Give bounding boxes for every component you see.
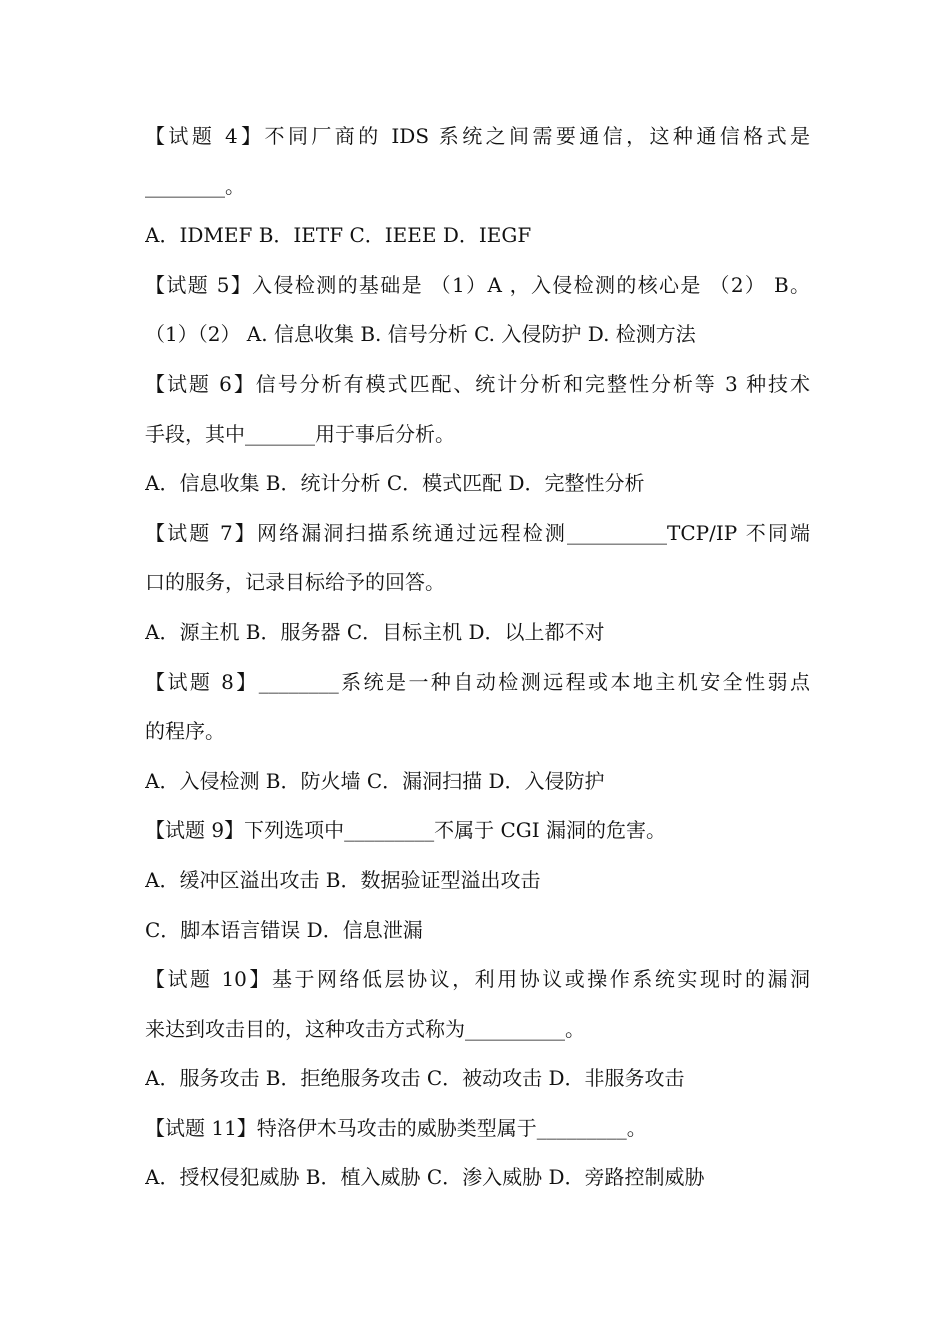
q4-line-2: ________。 [145,173,245,198]
q8-line-2: 的程序。 [145,719,225,744]
q9-options-1: A．缓冲区溢出攻击 B．数据验证型溢出攻击 [145,867,541,892]
q6-line-1: 【试题 6】信号分析有模式匹配、统计分析和完整性分析等 3 种技术 [145,371,810,396]
q10-line-1: 【试题 10】基于网络低层协议，利用协议或操作系统实现时的漏洞 [145,967,810,992]
q10-options: A．服务攻击 B．拒绝服务攻击 C．被动攻击 D．非服务攻击 [145,1066,685,1091]
q4-line-1: 【试题 4】不同厂商的 IDS 系统之间需要通信，这种通信格式是 [145,124,810,148]
q7-line-2: 口的服务，记录目标给予的回答。 [145,570,445,595]
q5-options: （1）（2） A. 信息收集 B. 信号分析 C. 入侵防护 D. 检测方法 [145,322,696,347]
q11-line-1: 【试题 11】特洛伊木马攻击的威胁类型属于_________。 [145,1115,647,1140]
q10-line-2: 来达到攻击目的，这种攻击方式称为__________。 [145,1016,585,1041]
document-page [145,112,810,1203]
q7-options: A．源主机 B．服务器 C．目标主机 D．以上都不对 [145,619,605,644]
q9-line-1: 【试题 9】下列选项中_________不属于 CGI 漏洞的危害。 [145,818,666,843]
q6-options: A．信息收集 B．统计分析 C．模式匹配 D．完整性分析 [145,471,645,496]
q5-line-1: 【试题 5】入侵检测的基础是 （1）A ，入侵检测的核心是 （2） B。 [145,272,810,297]
q8-line-1: 【试题 8】________系统是一种自动检测远程或本地主机安全性弱点 [145,669,810,694]
q7-line-1: 【试题 7】网络漏洞扫描系统通过远程检测__________TCP/IP 不同端 [145,520,810,545]
q11-options: A．授权侵犯威胁 B．植入威胁 C．渗入威胁 D．旁路控制威胁 [145,1165,705,1190]
q6-line-2: 手段，其中_______用于事后分析。 [145,421,455,446]
q8-options: A．入侵检测 B．防火墙 C．漏洞扫描 D．入侵防护 [145,768,605,793]
q9-options-2: C．脚本语言错误 D．信息泄漏 [145,917,423,942]
q4-options: A．IDMEF B．IETF C．IEEE D．IEGF [145,223,532,248]
